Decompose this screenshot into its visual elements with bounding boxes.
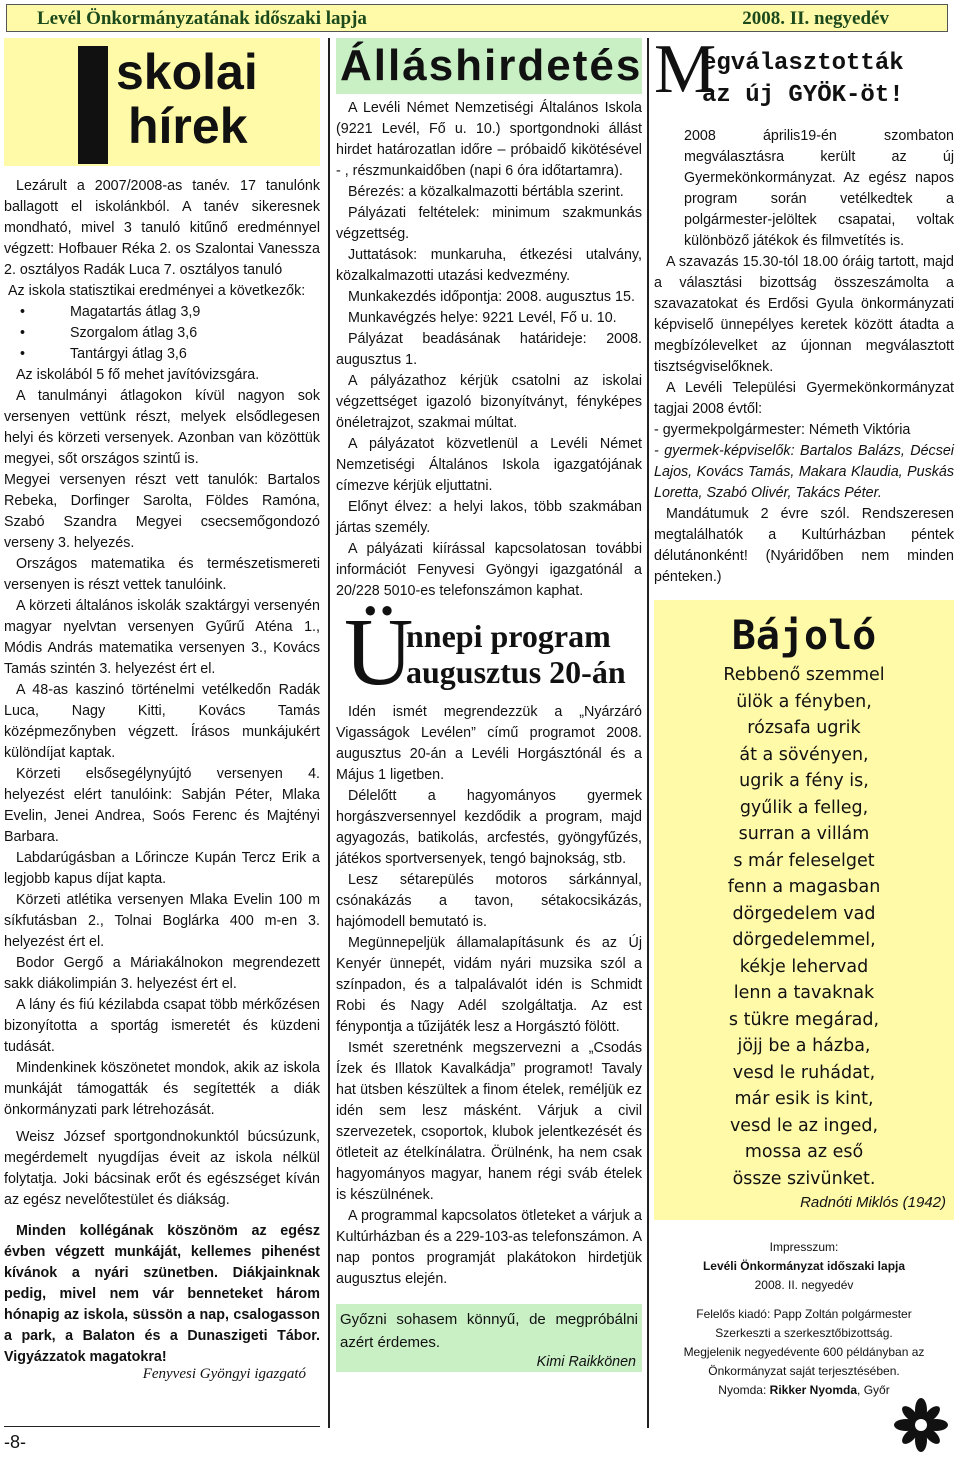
job-ad-heading: Álláshirdetés bbox=[336, 38, 642, 94]
paragraph: Megünnepeljük államalapításunk és az Új Kenyér ünnepét, vidám nyári muzsika szól a színpadon, és a talpalávalót idén is Schmidt Robi és Nagy Adél szolgáltatja. Az est fénypontja a tűzijáték lesz a Horgásztó fölött. bbox=[336, 935, 642, 1035]
list-item: • Tantárgyi átlag 3,6 bbox=[20, 344, 320, 365]
poem-line: rózsafa ugrik bbox=[747, 718, 861, 738]
paragraph: Az iskolából 5 fő mehet javítóvizsgára. bbox=[16, 367, 260, 383]
paragraph: Bodor Gergő a Máriakálnokon megrendezett sakk diákolimpián 3. helyezést ért el. bbox=[4, 955, 320, 992]
poem-author: Radnóti Miklós (1942) bbox=[800, 1194, 946, 1211]
poem-line: át a sövényen, bbox=[739, 744, 869, 765]
heading-line2: az új GYÖK-öt! bbox=[702, 82, 904, 109]
paragraph: Országos matematika és természetismereti versenyen is részt vettek tanulóink. bbox=[4, 556, 320, 593]
poem-line: ugrik a fény is, bbox=[739, 771, 869, 791]
impressum-printer: Nyomda: Rikker Nyomda, Győr bbox=[718, 1383, 890, 1397]
closing-paragraph: Minden kollégának köszönöm az egész évben végzett munkáját, kellemes pihenést kívánok a nyári szünetben. Diákjainknak pedig, mivel nem vár benneteket három hónapig az iskola, süssön a nap, csalogasson a park, a Balaton és a Dunaszigeti Tábor. Vigyázzatok magatokra! bbox=[4, 1223, 320, 1365]
list-item: • Szorgalom átlag 3,6 bbox=[20, 323, 320, 344]
paragraph: A pályázatot közvetlenül a Levéli Német Nemzetiségi Általános Iskola igazgatójának címezve kérjük eljuttatni. bbox=[336, 436, 642, 494]
column-divider bbox=[647, 38, 649, 1428]
impressum-issue: 2008. II. negyedév bbox=[754, 1278, 854, 1292]
impressum-name: Levéli Önkormányzat időszaki lapja bbox=[702, 1259, 906, 1273]
heading-line1: egválasztották bbox=[702, 50, 904, 77]
column-divider bbox=[328, 38, 330, 1428]
paragraph: Bérezés: a közalkalmazotti bértábla szerint. bbox=[348, 184, 624, 200]
paragraph: Mandátumuk 2 évre szól. Rendszeresen megtalálhatók a Kultúrházban péntek délutánonként! (Nyáridőben nem minden pénteken.) bbox=[654, 506, 954, 585]
paragraph: Pályázati feltételek: minimum szakmunkás végzettség. bbox=[336, 205, 642, 242]
poem-line: össze szivünket. bbox=[732, 1168, 876, 1189]
paragraph: A tanulmányi átlagokon kívül nagyon sok versenyen vettünk részt, melyek elsődlegesen helyi és körzeti versenyek. Azonban van közöttük megyei, sőt országos szintű is. bbox=[4, 388, 320, 467]
gyok-heading bbox=[654, 31, 954, 110]
impressum-publisher: Felelős kiadó: Papp Zoltán polgármester bbox=[696, 1307, 912, 1321]
paragraph: A pályázati kiírással kapcsolatosan további információt Fenyvesi Gyöngyi igazgatónál a 20/228 5010-es telefonszámon kaphat. bbox=[336, 541, 642, 599]
paragraph: Labdarúgásban a Lőrincze Kupán Tercz Erik a legjobb kapus díjat kapta. bbox=[4, 850, 320, 887]
paragraph: A lány és fiú kézilabda csapat több mérkőzésen bizonyította a sportág ismeretét és küzdeni tudását. bbox=[4, 997, 320, 1055]
poem-line: vesd le az inged, bbox=[729, 1115, 879, 1136]
page-number: -8- bbox=[4, 1432, 26, 1452]
paragraph: Juttatások: munkaruha, étkezési utalvány, közalkalmazotti utazási kedvezmény. bbox=[336, 247, 642, 284]
poem-line: mossa az eső bbox=[744, 1142, 864, 1162]
paragraph: Munkavégzés helye: 9221 Levél, Fő u. 10. bbox=[348, 310, 617, 326]
poem-line: s tükre megárad, bbox=[728, 1009, 880, 1030]
paragraph: A Levéli Települési Gyermekönkormányzat tagjai 2008 évtől: bbox=[654, 380, 954, 417]
heading-initial-bar bbox=[78, 46, 108, 164]
paragraph: Körzeti atlétika versenyen Mlaka Evelin 100 m síkfutásban 2., Tolnai Boglárka 400 m-en 3. helyezést ért el. bbox=[4, 892, 320, 950]
poem-line: gyűlik a felleg, bbox=[739, 797, 869, 818]
festival-heading bbox=[336, 598, 642, 705]
poem-line: Rebbenő szemmel bbox=[723, 665, 885, 685]
paragraph: A programmal kapcsolatos ötleteket a várjuk a Kultúrházban és a 229-103-as telefonszámon. A nap pontos programját plakátokon hirdetjük augusztus elején. bbox=[336, 1208, 642, 1287]
poem-line: dörgedelem vad bbox=[732, 903, 876, 924]
paragraph: Ismét szeretnénk megszervezni a „Csodás Ízek és Illatok Kavalkádja” programot! Tavaly hat ütsben készültek a finom ételek, reméljük ez idén sem lesz másként. Várjuk a civil szervezetek, csoportok, klubok jelentkezését és ötleteit az ételkínálatra. Örülnénk, ha nem csak hagyományos magyar, hanem régi sváb ételek is készülnének. bbox=[336, 1040, 642, 1203]
paragraph: Előnyt élvez: a helyi lakos, több szakmában jártas személy. bbox=[336, 499, 642, 536]
poem-line: fenn a magasban bbox=[727, 877, 881, 897]
flower-ornament-icon bbox=[892, 1396, 950, 1454]
paragraph: Munkakezdés időpontja: 2008. augusztus 15. bbox=[348, 289, 635, 305]
paragraph: Délelőtt a hagyományos gyermek horgászversennyel kezdődik a program, majd agyagozás, batikolás, arcfestés, gyöngyfűzés, játékos sportversenyek, tengó bajnokság, stb. bbox=[336, 788, 642, 867]
paragraph: Lezárult a 2007/2008-as tanév. 17 tanulónk ballagott el iskolánkból. A tanév sikeresnek mondható, mivel 3 tanuló kitűnő eredménnyel végzett: Hofbauer Réka 2. os Szalontai Vanessza 2. osztályos Radák Luca 7. osztályos tanuló bbox=[4, 178, 320, 278]
publication-title: Levél Önkormányzatának időszaki lapja bbox=[37, 8, 367, 29]
heading-initial: M bbox=[654, 31, 717, 108]
paragraph: Lesz sétarepülés motoros sárkánnyal, csónakázás a tavon, sétakocsikázás, hajómodell bemutató is. bbox=[336, 872, 642, 930]
poem-line: surran a villám bbox=[738, 824, 870, 844]
impressum-title: Impresszum: bbox=[769, 1240, 839, 1254]
paragraph: Pályázat beadásának határideje: 2008. augusztus 1. bbox=[336, 331, 642, 368]
school-news-column bbox=[4, 38, 320, 1383]
issue-label: 2008. II. negyedév bbox=[742, 8, 889, 29]
school-news-heading bbox=[4, 38, 320, 166]
heading-line2: hírek bbox=[128, 98, 248, 154]
poem-line: vesd le ruhádat, bbox=[732, 1062, 876, 1083]
poem-line: dörgedelemmel, bbox=[732, 930, 876, 950]
average-list bbox=[4, 302, 320, 365]
paragraph: Mindenkinek köszönetet mondok, akik az iskola munkáját támogatták és segítették a diák önkormányzati park létrehozását. bbox=[4, 1060, 320, 1118]
heading-line1: nnepi program bbox=[406, 618, 611, 654]
paragraph: Megyei versenyen részt vett tanulók: Bartalos Rebeka, Dorfinger Sarolta, Földes Ramóna, Szabó Szandra Megyei csecsemőgondozó verseny 3. helyezés. bbox=[4, 472, 320, 551]
poem-box bbox=[654, 600, 954, 1220]
quote-box bbox=[336, 1304, 642, 1372]
paragraph: 2008 április19-én szombaton megválasztásra került az új Gyermekönkormányzat. Az egész napos program során vetélkedtek a polgármester-jelöltek csapatai, voltak különböző játékok és filmvetítés is. bbox=[684, 128, 954, 249]
paragraph: Idén ismét megrendezzük a „Nyárzáró Vigasságok Levélen” című programot 2008. augusztus 20-án a Levéli Horgásztónál és a Május 1 ligetben. bbox=[336, 704, 642, 783]
paragraph: - gyermek-képviselők: Bartalos Balázs, Décsei Lajos, Kovács Tamás, Makara Klaudia, Puskás Loretta, Szabó Olivér, Takács Péter. bbox=[654, 443, 954, 501]
quote-author: Kimi Raikkönen bbox=[536, 1354, 636, 1370]
page-header bbox=[6, 4, 948, 32]
paragraph: Az iskola statisztikai eredményei a következők: bbox=[8, 283, 306, 299]
impressum-circulation: Megjelenik negyedévente 600 példányban az Önkormányzat saját terjesztésében. bbox=[683, 1345, 925, 1378]
paragraph: A Levéli Német Nemzetiségi Általános Iskola (9221 Levél, Fő u. 10.) sportgondnoki állást hirdet határozatlan időre – próbaidő kikötésével - , részmunkaidőben (napi 6 óra időtartamra). bbox=[336, 100, 642, 179]
poem-line: s már feleselget bbox=[733, 850, 875, 871]
list-item: • Magatartás átlag 3,9 bbox=[20, 302, 320, 323]
heading-line2: augusztus 20-án bbox=[406, 654, 626, 690]
impressum bbox=[654, 1238, 954, 1400]
heading-line1: skolai bbox=[116, 44, 258, 100]
paragraph: A szavazás 15.30-tól 18.00 óráig tartott, majd a választási bizottság összeszámolta a szavazatokat és Erdősi Gyula önkormányzati képviselő ünnepélyes keretek között átadta a megbízólevelket az újonnan megválasztott tisztségviselőknek. bbox=[654, 254, 954, 375]
poem-line: ülök a fényben, bbox=[736, 691, 872, 712]
poem-title: Bájoló bbox=[731, 613, 877, 659]
poem-line: kékje lehervad bbox=[739, 956, 869, 977]
paragraph: Weisz József sportgondnokunktól búcsúzunk, megérdemelt nyugdíjas éveit az iskola nélkül folytatja. Joki bácsinak erőt és egészséget kíván az egész nevelőtestület és diákság. bbox=[4, 1129, 320, 1208]
poem-lines bbox=[654, 662, 954, 1192]
paragraph: A körzeti általános iskolák szaktárgyi versenyén magyar nyelvtan versenyen Gyűrű Aténa 1., Módis András matematika versenyen 3., Kovács Tamás szintén 3. helyezést ért el. bbox=[4, 598, 320, 677]
footer-rule bbox=[4, 1426, 320, 1427]
poem-line: jöjj be a házba, bbox=[737, 1036, 871, 1056]
job-and-program-column bbox=[336, 38, 642, 1372]
quote-text: Győzni sohasem könnyű, de megpróbálni azért érdemes. bbox=[340, 1311, 638, 1351]
paragraph: - gyermekpolgármester: Németh Viktória bbox=[654, 422, 911, 438]
gyok-column bbox=[654, 31, 954, 1400]
heading-initial: Ü bbox=[344, 598, 414, 705]
poem-line: lenn a tavaknak bbox=[733, 983, 875, 1003]
poem-line: már esik is kint, bbox=[734, 1089, 874, 1109]
paragraph: A 48-as kaszinó történelmi vetélkedőn Radák Luca, Nagy Kitti, Kovács Tamás középmezőnyben végzett. Írásos munkájukért különdíjat kaptak. bbox=[4, 682, 320, 761]
signature: Fenyvesi Gyöngyi igazgató bbox=[142, 1366, 306, 1382]
paragraph: A pályázathoz kérjük csatolni az iskolai végzettséget igazoló bizonyítványt, fényképes önéletrajzot, szakmai múltat. bbox=[336, 373, 642, 431]
paragraph: Körzeti elsősegélynyújtó versenyen 4. helyezést elért tanulóink: Sabján Péter, Mlaka Evelin, Jenei Andrea, Soós Ferenc és Majtényi Barbara. bbox=[4, 766, 320, 845]
impressum-editor: Szerkeszti a szerkesztőbizottság. bbox=[715, 1326, 893, 1340]
